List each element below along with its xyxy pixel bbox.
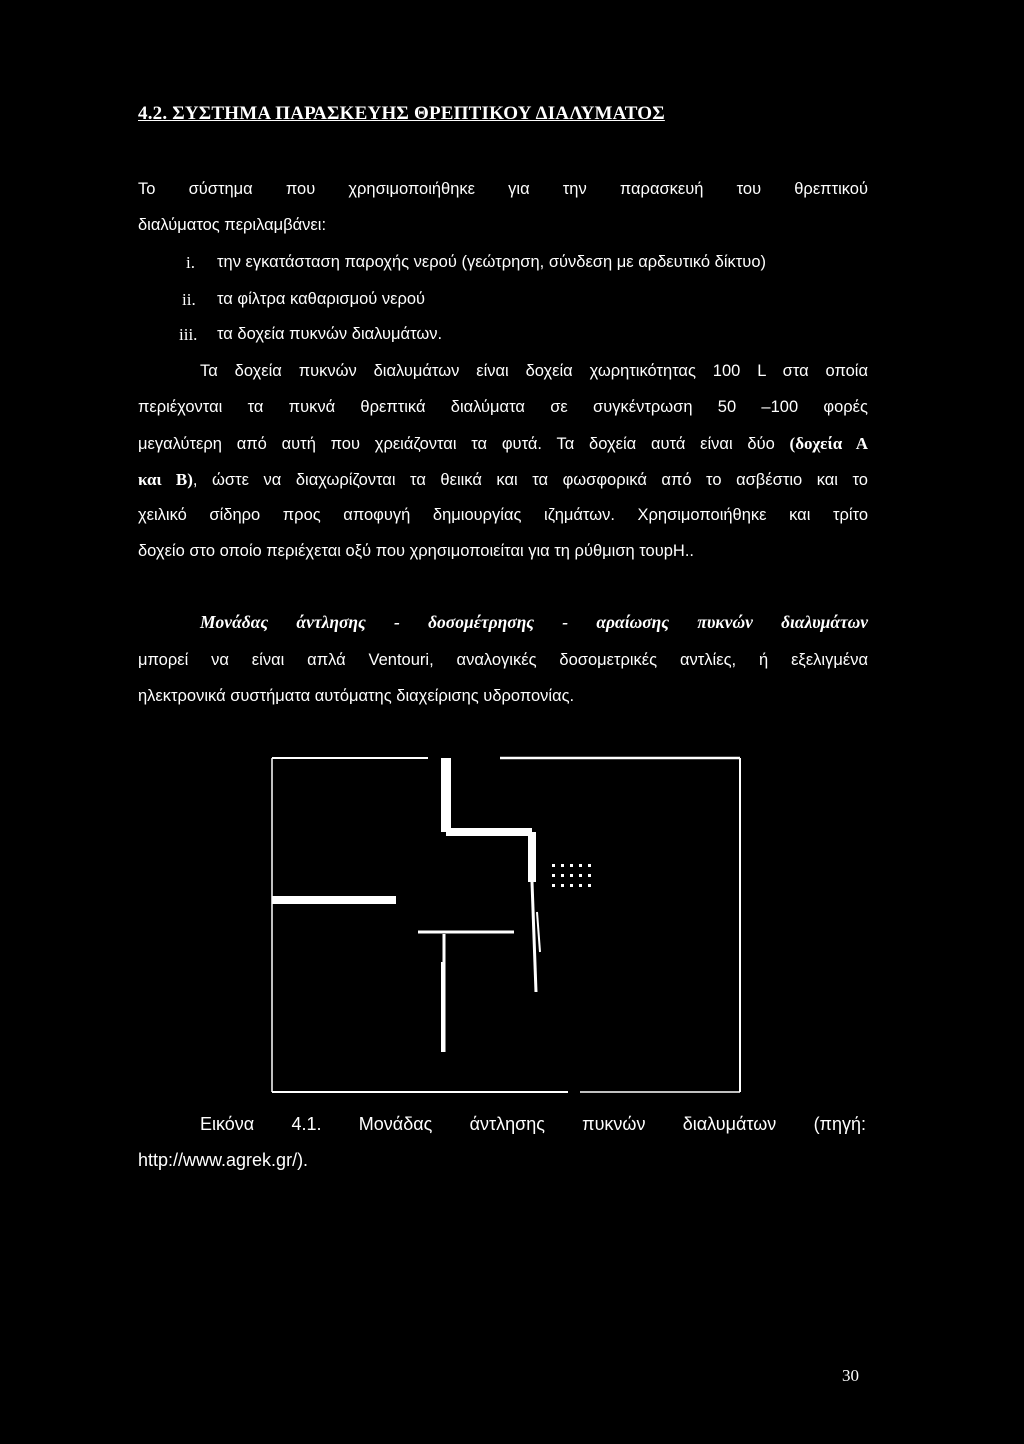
list-marker: iii. bbox=[179, 325, 198, 344]
pump-line-2: ηλεκτρονικά συστήματα αυτόματης διαχείρισης υδροπονίας. bbox=[138, 687, 575, 705]
paragraph-line-4 bbox=[138, 470, 868, 490]
paragraph-line-3 bbox=[138, 434, 868, 454]
list-item-text: τα φίλτρα καθαρισμού νερού bbox=[217, 290, 426, 308]
intro-line-2: διαλύματος περιλαμβάνει: bbox=[138, 216, 327, 234]
figure-outline bbox=[272, 758, 740, 1092]
paragraph-line-5: χειλικό σίδηρο προς αποφυγή δημιουργίας ιζημάτων. Χρησιμοποιήθηκε και τρίτο bbox=[138, 506, 868, 524]
tanks-a-b-emphasis-end: και Β) bbox=[138, 470, 193, 489]
intro-line-1: Το σύστημα που χρησιμοποιήθηκε για την παρασκευή του θρεπτικού bbox=[138, 180, 868, 198]
pump-unit-figure bbox=[268, 752, 746, 1098]
list-marker: ii. bbox=[182, 290, 196, 309]
page-number: 30 bbox=[842, 1366, 859, 1385]
dosing-indicator-dots bbox=[552, 864, 591, 887]
figure-caption-line-1: Εικόνα 4.1. Μονάδας άντλησης πυκνών διαλυμάτων (πηγή: bbox=[200, 1114, 866, 1134]
list-marker: i. bbox=[186, 253, 195, 272]
paragraph-line-1: Τα δοχεία πυκνών διαλυμάτων είναι δοχεία χωρητικότητας 100 L στα οποία bbox=[200, 362, 868, 380]
pump-pipes bbox=[272, 758, 540, 1052]
tanks-a-b-emphasis: (δοχεία Α bbox=[789, 434, 868, 453]
paragraph-line-2: περιέχονται τα πυκνά θρεπτικά διαλύματα σε συγκέντρωση 50 –100 φορές bbox=[138, 398, 868, 416]
pump-unit-title: Μονάδας άντλησης - δοσομέτρησης - αραίωσης πυκνών διαλυμάτων bbox=[200, 612, 868, 632]
pump-line-1: μπορεί να είναι απλά Ventouri, αναλογικές δοσομετρικές αντλίες, ή εξελιγμένα bbox=[138, 651, 868, 669]
list-item-text: τα δοχεία πυκνών διαλυμάτων. bbox=[217, 325, 443, 343]
section-heading: 4.2. ΣΥΣΤΗΜΑ ΠΑΡΑΣΚΕΥΗΣ ΘΡΕΠΤΙΚΟΥ ΔΙΑΛΥΜΑΤΟΣ bbox=[138, 103, 665, 124]
list-item-text: την εγκατάσταση παροχής νερού (γεώτρηση, σύνδεση με αρδευτικό δίκτυο) bbox=[217, 253, 766, 271]
figure-caption-source: http://www.agrek.gr/). bbox=[138, 1150, 309, 1170]
paragraph-line-3-text: μεγαλύτερη από αυτή που χρειάζονται τα φυτά. Τα δοχεία αυτά είναι δύο bbox=[138, 435, 790, 453]
paragraph-line-6: δοχείο στο οποίο περιέχεται οξύ που χρησιμοποιείται για τη ρύθμιση τουpH.. bbox=[138, 542, 695, 560]
paragraph-line-4-text: , ώστε να διαχωρίζονται τα θειικά και τα φωσφορικά από το ασβέστιο και το bbox=[192, 471, 868, 489]
